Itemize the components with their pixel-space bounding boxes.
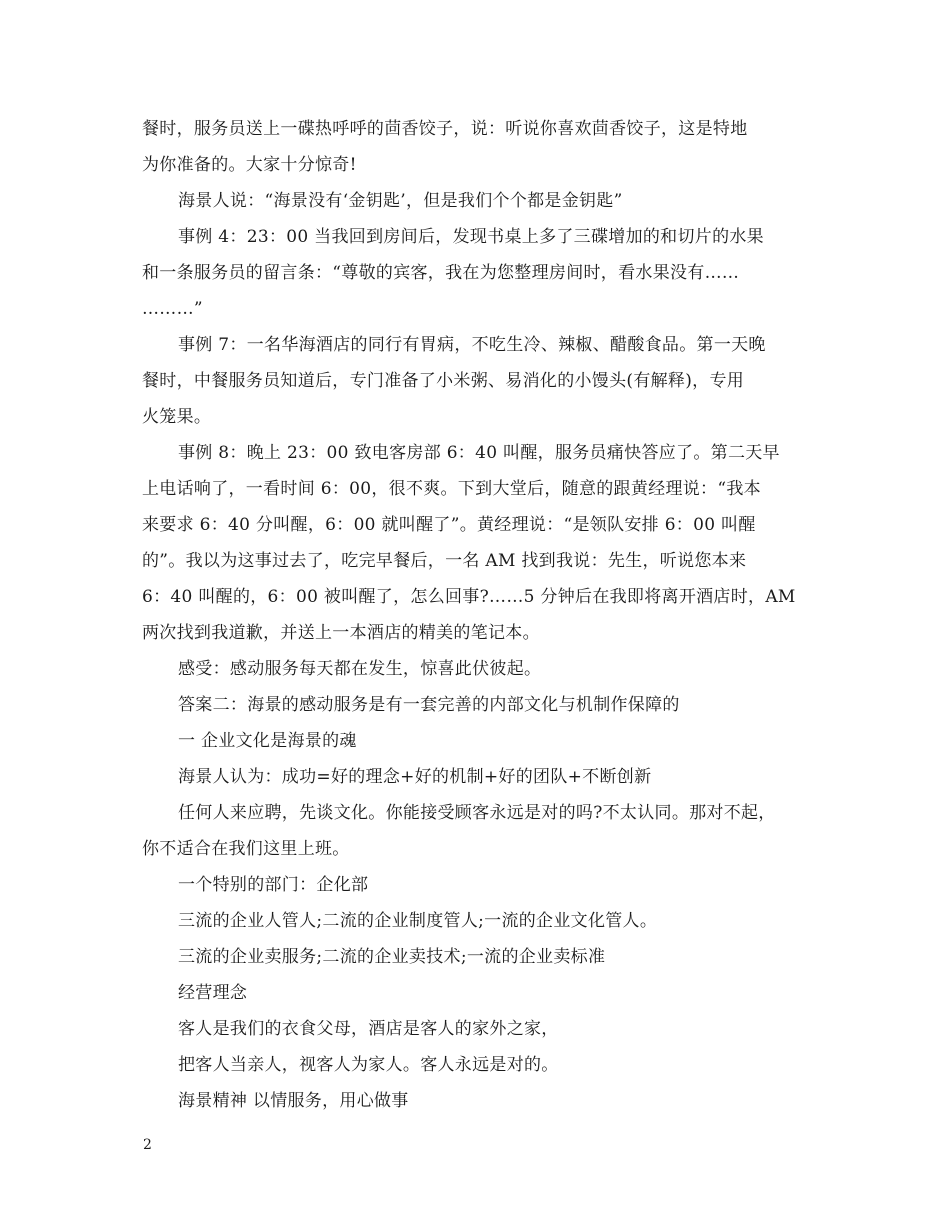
text-line: 海景人说：“海景没有‘金钥匙’，但是我们个个都是金钥匙” bbox=[178, 191, 623, 211]
text-line: 事例 4：23：00 当我回到房间后，发现书桌上多了三碟增加的和切片的水果 bbox=[178, 227, 764, 247]
text-line: 两次找到我道歉，并送上一本酒店的精美的笔记本。 bbox=[142, 623, 540, 643]
text-line: 三流的企业卖服务;二流的企业卖技术;一流的企业卖标准 bbox=[178, 947, 606, 967]
text-line: 海景精神 以情服务，用心做事 bbox=[178, 1091, 409, 1111]
text-line: 6：40 叫醒的，6：00 被叫醒了，怎么回事?……5 分钟后在我即将离开酒店时，AM bbox=[142, 587, 796, 607]
text-line: 答案二：海景的感动服务是有一套完善的内部文化与机制作保障的 bbox=[178, 695, 680, 715]
text-line: 一 企业文化是海景的魂 bbox=[178, 731, 357, 751]
text-line: 餐时，中餐服务员知道后，专门准备了小米粥、易消化的小馒头(有解释)，专用 bbox=[142, 371, 745, 391]
text-line: ………” bbox=[142, 299, 203, 319]
text-line: 一个特别的部门：企化部 bbox=[178, 875, 369, 895]
text-line: 来要求 6：40 分叫醒，6：00 就叫醒了”。黄经理说：“是领队安排 6：00 叫醒 bbox=[142, 515, 756, 535]
text-line: 事例 8：晚上 23：00 致电客房部 6：40 叫醒，服务员痛快答应了。第二天早 bbox=[178, 443, 780, 463]
text-line: 客人是我们的衣食父母，酒店是客人的家外之家， bbox=[178, 1019, 559, 1039]
text-line: 和一条服务员的留言条：“尊敬的宾客，我在为您整理房间时，看水果没有…… bbox=[142, 263, 740, 283]
text-line: 经营理念 bbox=[178, 983, 248, 1003]
document-body bbox=[142, 111, 812, 1119]
text-line: 海景人认为：成功=好的理念+好的机制+好的团队+不断创新 bbox=[178, 767, 652, 787]
text-line: 上电话响了，一看时间 6：00，很不爽。下到大堂后，随意的跟黄经理说：“我本 bbox=[142, 479, 761, 499]
text-line: 三流的企业人管人;二流的企业制度管人;一流的企业文化管人。 bbox=[178, 911, 658, 931]
text-line: 感受：感动服务每天都在发生，惊喜此伏彼起。 bbox=[178, 659, 542, 679]
text-line: 把客人当亲人，视客人为家人。客人永远是对的。 bbox=[178, 1055, 559, 1075]
text-line: 餐时，服务员送上一碟热呼呼的茴香饺子，说：听说你喜欢茴香饺子，这是特地 bbox=[142, 119, 748, 139]
text-line: 火笼果。 bbox=[142, 407, 212, 427]
text-line: 你不适合在我们这里上班。 bbox=[142, 839, 350, 859]
text-line: 事例 7：一名华海酒店的同行有胃病，不吃生冷、辣椒、醋酸食品。第一天晚 bbox=[178, 335, 766, 355]
text-line: 的”。我以为这事过去了，吃完早餐后，一名 AM 找到我说：先生，听说您本来 bbox=[142, 551, 747, 571]
page-number: 2 bbox=[143, 1137, 152, 1153]
text-line: 任何人来应聘，先谈文化。你能接受顾客永远是对的吗?不太认同。那对不起， bbox=[178, 803, 776, 823]
text-line: 为你准备的。大家十分惊奇! bbox=[142, 155, 357, 175]
